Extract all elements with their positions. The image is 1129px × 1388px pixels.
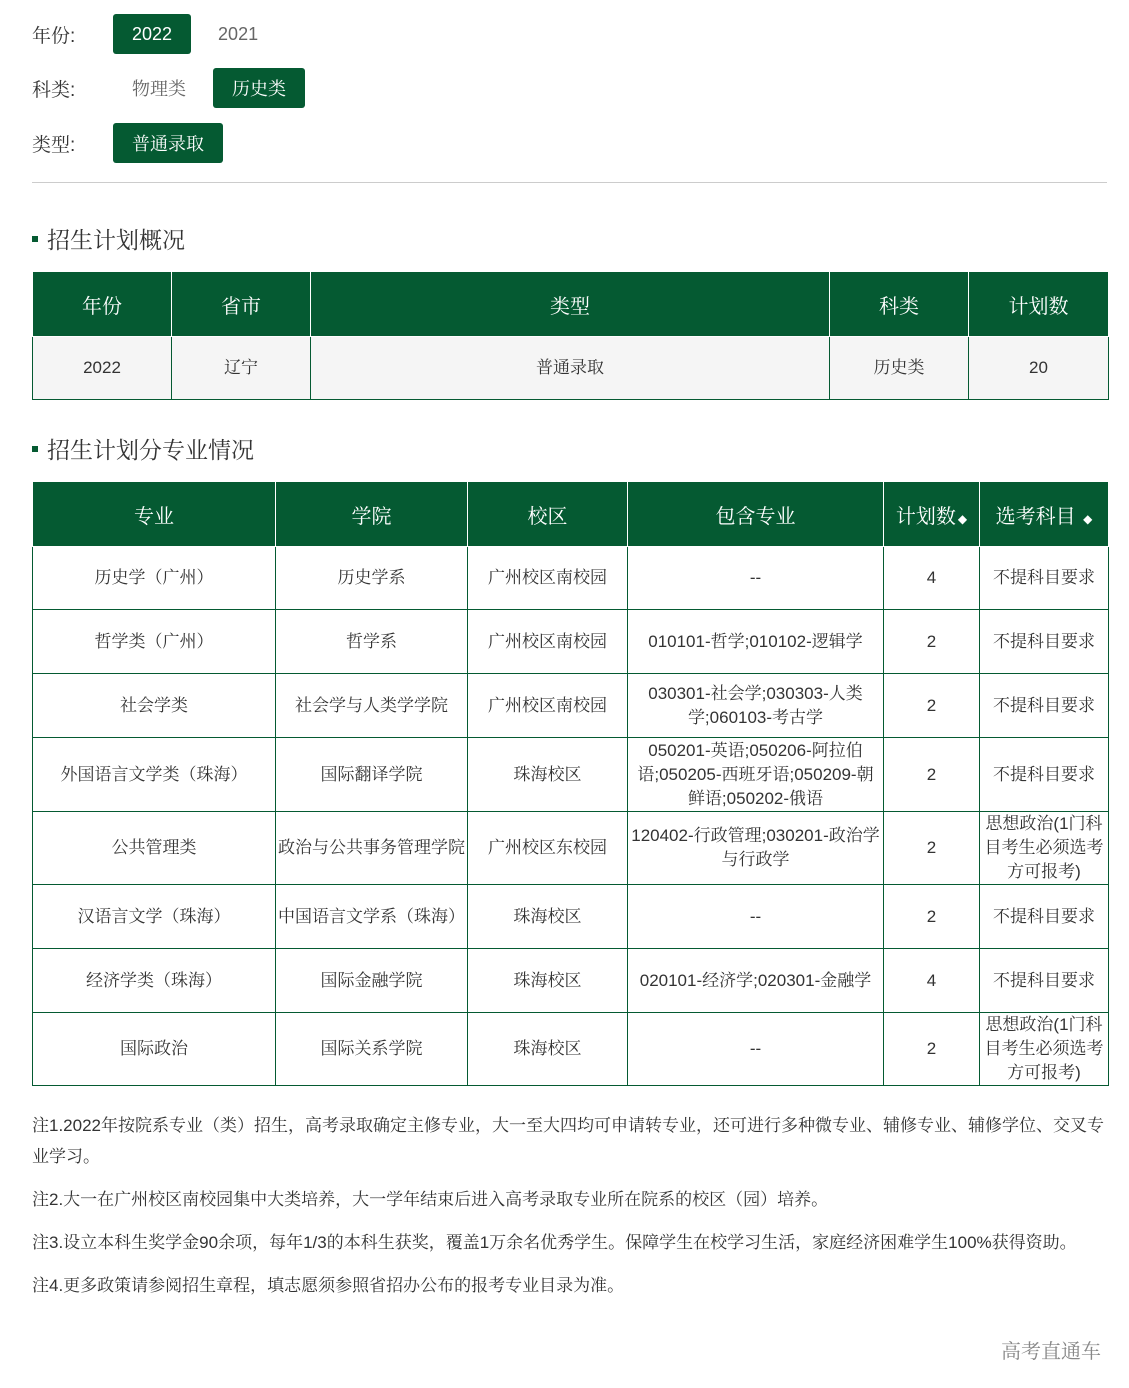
table-row: [33, 337, 1109, 400]
cell: 2: [884, 738, 980, 812]
watermark: 高考直通车: [1001, 1341, 1101, 1363]
sort-icon[interactable]: ◆: [957, 511, 968, 526]
cell: 社会学与人类学学院: [276, 674, 468, 738]
cell: 珠海校区: [468, 885, 628, 949]
table-row: [33, 547, 1109, 610]
subject-option-history[interactable]: 历史类: [213, 68, 305, 108]
cell: 不提科目要求: [980, 885, 1109, 949]
cell: 2: [884, 812, 980, 885]
table-row: [33, 812, 1109, 885]
col-plan-label: 计划数: [895, 505, 956, 528]
year-option-2021[interactable]: 2021: [218, 23, 259, 44]
cell: 哲学系: [276, 610, 468, 674]
cell: 广州校区南校园: [468, 610, 628, 674]
subject-label: 科类:: [32, 79, 76, 101]
cell: 2022: [33, 337, 172, 400]
note: 注1.2022年按院系专业（类）招生，高考录取确定主修专业，大一至大四均可申请转专业，还可进行多种微专业、辅修专业、辅修学位、交叉专业学习。: [32, 1116, 1104, 1166]
cell: 020101-经济学;020301-金融学: [628, 949, 884, 1013]
col-college: 学院: [276, 482, 468, 547]
cell: 外国语言文学类（珠海）: [33, 738, 276, 812]
table-row: [33, 674, 1109, 738]
col-major: 专业: [33, 482, 276, 547]
cell: --: [628, 547, 884, 610]
cell: 广州校区南校园: [468, 674, 628, 738]
cell: 2: [884, 610, 980, 674]
summary-title: 招生计划概况: [47, 227, 185, 253]
cell: 经济学类（珠海）: [33, 949, 276, 1013]
majors-title: 招生计划分专业情况: [47, 437, 254, 463]
col-subject: 科类: [830, 272, 969, 337]
note: 注2.大一在广州校区南校园集中大类培养，大一学年结束后进入高考录取专业所在院系的校区（园）培养。: [32, 1190, 829, 1209]
majors-table: [32, 482, 1109, 1086]
cell: 20: [969, 337, 1109, 400]
cell: --: [628, 1013, 884, 1086]
cell: 广州校区南校园: [468, 547, 628, 610]
table-row: [33, 610, 1109, 674]
table-row: [33, 949, 1109, 1013]
cell: 2: [884, 674, 980, 738]
cell: 珠海校区: [468, 1013, 628, 1086]
cell: 2: [884, 1013, 980, 1086]
cell: 政治与公共事务管理学院: [276, 812, 468, 885]
cell: 不提科目要求: [980, 738, 1109, 812]
cell: 历史类: [830, 337, 969, 400]
subject-option-physics[interactable]: 物理类: [132, 79, 186, 99]
cell: 030301-社会学;030303-人类学;060103-考古学: [628, 674, 884, 738]
cell: 中国语言文学系（珠海）: [276, 885, 468, 949]
cell: 2: [884, 885, 980, 949]
year-label: 年份:: [32, 25, 76, 47]
year-filter: [32, 14, 285, 54]
cell: 社会学类: [33, 674, 276, 738]
col-included: 包含专业: [628, 482, 884, 547]
cell: 珠海校区: [468, 738, 628, 812]
col-campus: 校区: [468, 482, 628, 547]
type-label: 类型:: [32, 134, 76, 156]
subject-filter: [32, 68, 313, 108]
cell: 思想政治(1门科目考生必须选考方可报考): [980, 812, 1109, 885]
cell: 珠海校区: [468, 949, 628, 1013]
cell: 不提科目要求: [980, 547, 1109, 610]
cell: 4: [884, 547, 980, 610]
note: 注4.更多政策请参阅招生章程，填志愿须参照省招办公布的报考专业目录为准。: [32, 1276, 625, 1295]
summary-table: [32, 272, 1109, 400]
cell: 010101-哲学;010102-逻辑学: [628, 610, 884, 674]
divider: [32, 182, 1107, 183]
cell: 汉语言文学（珠海）: [33, 885, 276, 949]
col-type: 类型: [311, 272, 830, 337]
majors-section-title: [32, 432, 254, 465]
col-required-subjects-sortable[interactable]: [980, 482, 1109, 547]
majors-header-row: [33, 482, 1109, 547]
table-row: [33, 885, 1109, 949]
table-row: [33, 738, 1109, 812]
col-required-label: 选考科目: [995, 505, 1076, 528]
cell: 050201-英语;050206-阿拉伯语;050205-西班牙语;050209-朝鲜语;050202-俄语: [628, 738, 884, 812]
type-filter: [32, 123, 231, 163]
cell: 公共管理类: [33, 812, 276, 885]
summary-section-title: [32, 222, 185, 255]
sort-icon[interactable]: ◆: [1083, 511, 1093, 526]
cell: 国际关系学院: [276, 1013, 468, 1086]
col-plan: 计划数: [969, 272, 1109, 337]
bullet-icon: [32, 446, 38, 452]
cell: 哲学类（广州）: [33, 610, 276, 674]
col-plan-sortable[interactable]: [884, 482, 980, 547]
year-option-2022[interactable]: 2022: [113, 14, 191, 54]
cell: --: [628, 885, 884, 949]
type-option-regular[interactable]: 普通录取: [113, 123, 223, 163]
table-row: [33, 1013, 1109, 1086]
col-province: 省市: [172, 272, 311, 337]
cell: 历史学系: [276, 547, 468, 610]
cell: 思想政治(1门科目考生必须选考方可报考): [980, 1013, 1109, 1086]
summary-header-row: [33, 272, 1109, 337]
cell: 普通录取: [311, 337, 830, 400]
cell: 不提科目要求: [980, 610, 1109, 674]
cell: 4: [884, 949, 980, 1013]
cell: 辽宁: [172, 337, 311, 400]
cell: 国际政治: [33, 1013, 276, 1086]
cell: 广州校区东校园: [468, 812, 628, 885]
cell: 国际翻译学院: [276, 738, 468, 812]
cell: 120402-行政管理;030201-政治学与行政学: [628, 812, 884, 885]
note: 注3.设立本科生奖学金90余项，每年1/3的本科生获奖，覆盖1万余名优秀学生。保障学生在校学习生活，家庭经济困难学生100%获得资助。: [32, 1233, 1077, 1252]
notes: [32, 1110, 1110, 1313]
col-year: 年份: [33, 272, 172, 337]
cell: 国际金融学院: [276, 949, 468, 1013]
cell: 历史学（广州）: [33, 547, 276, 610]
bullet-icon: [32, 236, 38, 242]
cell: 不提科目要求: [980, 949, 1109, 1013]
cell: 不提科目要求: [980, 674, 1109, 738]
